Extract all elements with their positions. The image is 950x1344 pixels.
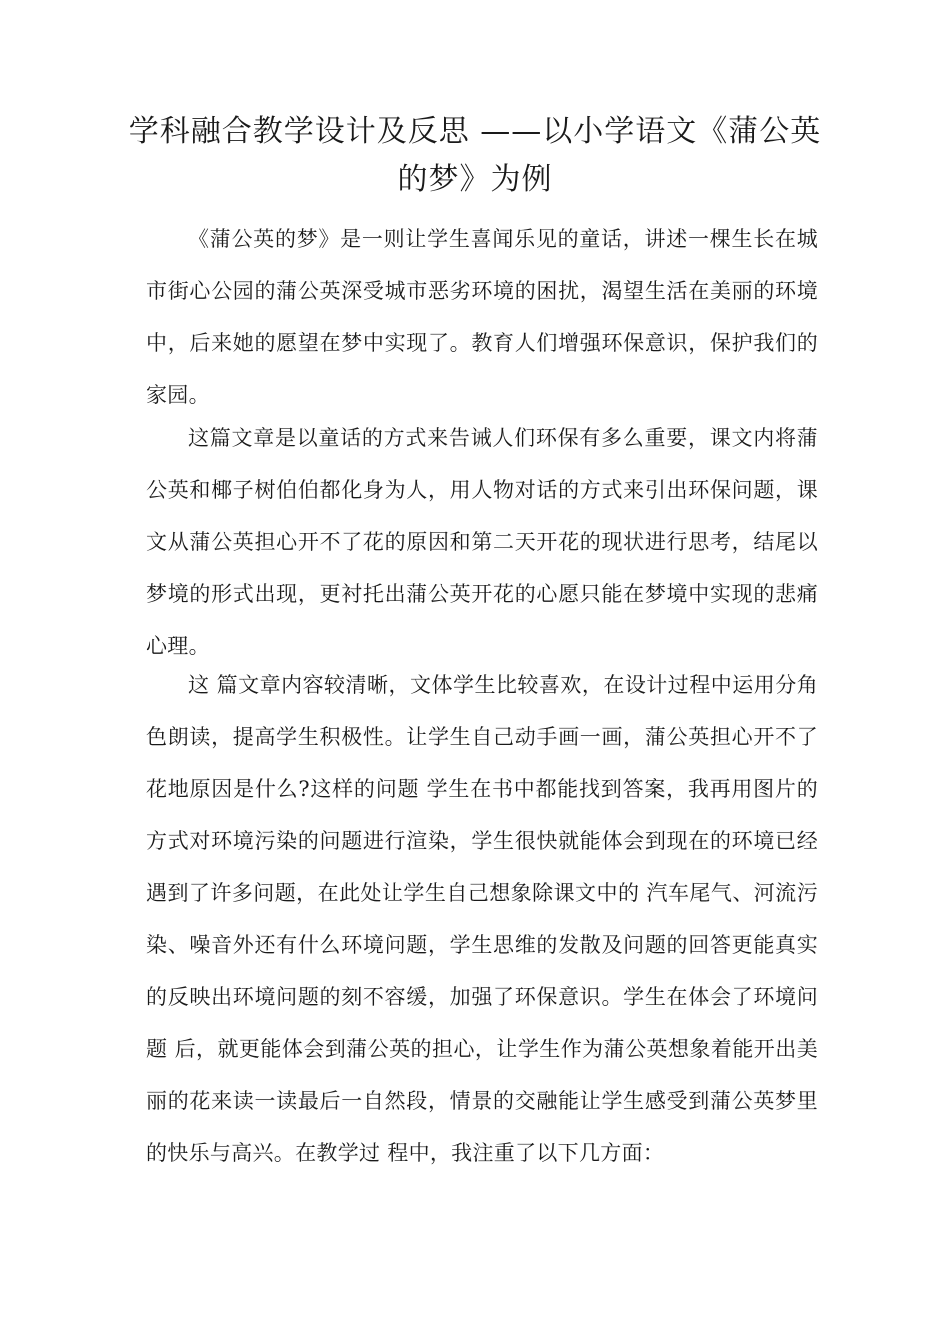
body-paragraph: 《蒲公英的梦》是一则让学生喜闻乐见的童话，讲述一棵生长在城市街心公园的蒲公英深受城市恶劣环境的困扰，渴望生活在美丽的环境中，后来她的愿望在梦中实现了。教育人们增强环保意识，保护我们的家园。 [146,227,818,407]
document-title: 学科融合教学设计及反思 ——以小学语文《蒲公英的梦》为例 [128,114,822,197]
body-paragraph: 这 篇文章内容较清晰，文体学生比较喜欢，在设计过程中运用分角色朗读，提高学生积极性。让学生自己动手画一画，蒲公英担心开不了花地原因是什么?这样的问题 学生在书中都能找到答案，我再用图片的方式对环境污染的问题进行渲染，学生很快就能体会到现在的环境已经遇到了许多问题，在此处让学生自己想象除课文中的 汽车尾气、河流污染、噪音外还有什么环境问题，学生思维的发散及问题的回答更能真实的反映出环境问题的刻不容缓，加强了环保意识。学生在体会了环境问题 后，就更能体会到蒲公英的担心，让学生作为蒲公英想象着能开出美丽的花来读一读最后一自然段，情景的交融能让学生感受到蒲公英梦里的快乐与高兴。在教学过 程中，我注重了以下几方面： [146,673,818,1165]
body-paragraph: 这篇文章是以童话的方式来告诫人们环保有多么重要，课文内将蒲公英和椰子树伯伯都化身为人，用人物对话的方式来引出环保问题，课文从蒲公英担心开不了花的原因和第二天开花的现状进行思考，结尾以梦境的形式出现，更衬托出蒲公英开花的心愿只能在梦境中实现的悲痛心理。 [146,426,818,658]
